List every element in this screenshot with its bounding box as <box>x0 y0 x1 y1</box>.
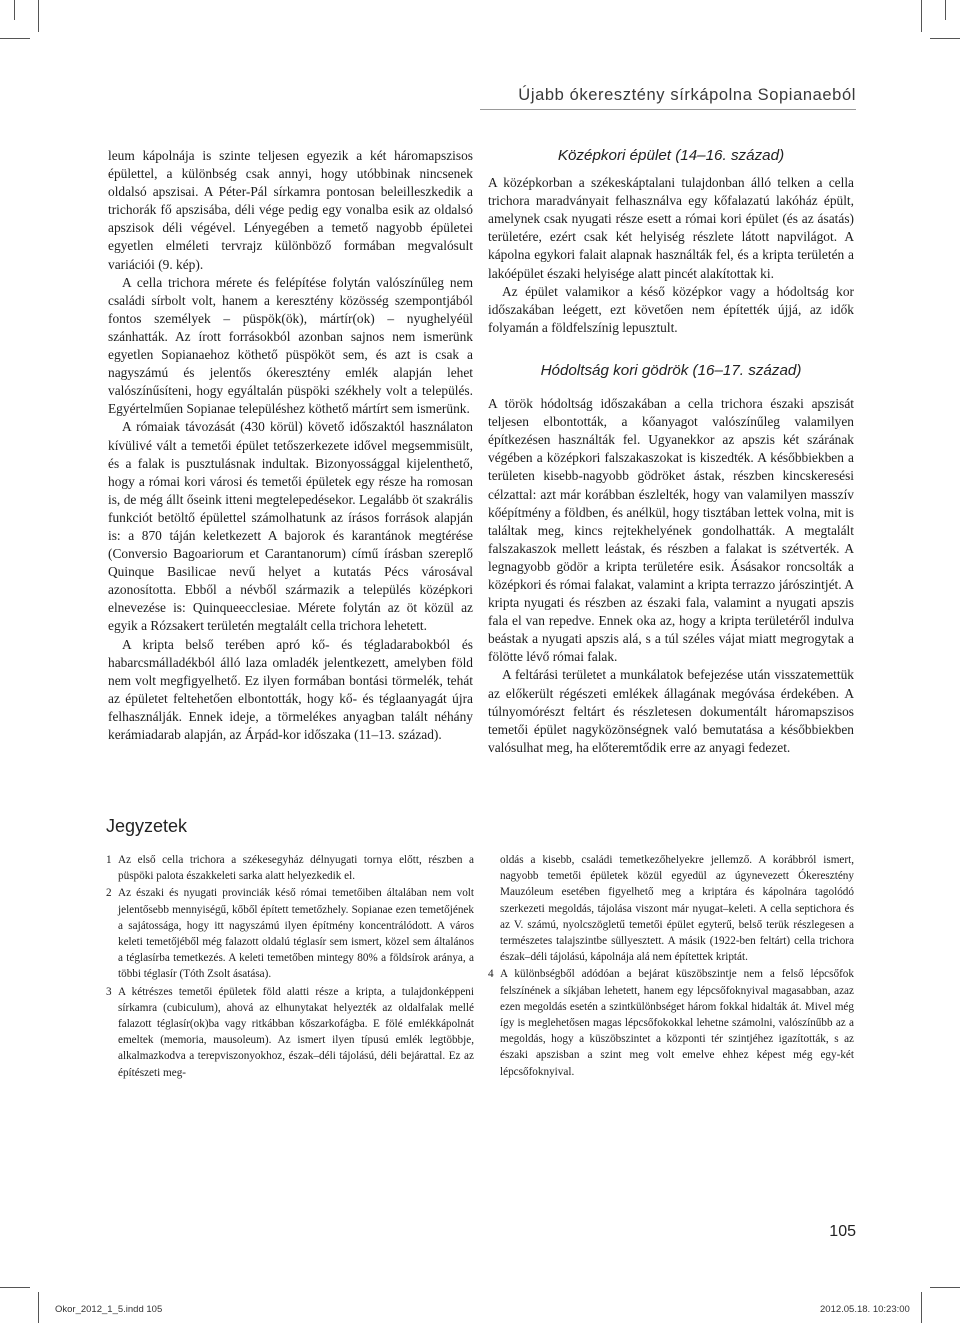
paragraph: A rómaiak távozását (430 körül) követő időszaktól használaton kívülivé vált a temetői épület tetőszerkezete idővel megsemmisült, és a falak is pusztulásnak indultak. Bizonyossággal kijelenthető, hogy a római kori városi és temetői épületek egy része ha romosan is, de még állt őseink itteni megtelepedésekor. Legalább öt szakrális funkciót betöltő épülettel számolhatunk az írásos források alapján is: a 870 táján keletkezett A bajorok és karantánok megtérése (Conversio Bagoariorum et Carantanorum) című írásban szereplő Quinque Basilicae nevű helyet a kutatás Pécs városával azonosította. Ebből a névből származik a település középkori elnevezése is: Quinqueecclesiae. Mérete folytán az öt közül az egyik a Rózsakert területén megtalált cella trichora lehetett. <box>108 419 473 634</box>
right-column <box>488 147 854 757</box>
crop-mark <box>0 38 30 39</box>
notes-right-column <box>488 852 854 1081</box>
footnote <box>106 984 474 1081</box>
crop-mark <box>38 1292 39 1323</box>
print-slug-file: Okor_2012_1_5.indd 105 <box>55 1304 163 1315</box>
footnote-number: 1 <box>106 854 112 866</box>
footnote-continuation <box>488 852 854 965</box>
crop-mark <box>921 1292 922 1323</box>
section-heading: Középkori épület (14–16. század) <box>557 147 785 164</box>
crop-mark <box>38 0 39 32</box>
paragraph: A kripta belső terében apró kő- és tégladarabokból és habarcsmálladékból álló laza omladék jelentkezett, amelyben föld nem volt megfigyelhető. Ez ilyen formában bontási törmelék, tehát az épületet feltehetően elbontották, hogy kő- és téglaanyagát újra felhasználják. Ennek ideje, a törmelékes anyagban talált néhány kerámiadarab alapján, az Árpád-kor időszaka (11–13. század). <box>108 636 473 742</box>
footnote-text: Az első cella trichora a székesegyház délnyugati tornya előtt, részben a püspöki palota északkeleti sarka alatt helyezkedik el. <box>118 854 474 883</box>
crop-mark <box>945 0 946 20</box>
section-heading: Hódoltság kori gödrök (16–17. század) <box>540 361 802 379</box>
footnote-number: 4 <box>488 968 494 981</box>
footnote-number: 2 <box>106 887 112 900</box>
notes-left-column <box>106 852 474 1082</box>
page-number: 105 <box>829 1223 856 1240</box>
footnote <box>106 852 474 884</box>
crop-mark <box>930 1287 960 1288</box>
crop-mark <box>0 1287 30 1288</box>
footnote <box>106 885 474 982</box>
paragraph: A török hódoltság időszakában a cella trichora északi apszisát teljesen elbontották, a kőanyagot valószínűleg valamilyen építkezésen használták fel. Ugyanekkor az apszis két szárának végében a középkori falszakaszokat is kiszedték. A későbbiekben a területen kisebb-nagyobb gödröket ástak, részben kincskeresési célzattal: azt már korábban észlelték, hogy van valamilyen masszív kőépítmény a földben, és anélkül, hogy tisztában lettek volna, mit is találtak meg, kincs rejtekhelyének gondolhatták. A megtalált falszakaszok mellett leástak, és részben a falakat is szétverték. A legnagyobb gödör a kripta területére esik. Ásásakor roncsolták a középkori és római falakat, valamint a kripta terrazzo járószintjét. A kripta nyugati és részben az északi fala, valamint a nyugati apszis fala el van repedve. Ennek oka az, hogy a kripta területéről indulva beástak a nyugati apszis alá, s a túl széles vájat miatt megrogytak a fölötte lévő római falak. <box>488 396 854 665</box>
footnote-text: oldás a kisebb, családi temetkezőhelyekre jellemző. A korábbról ismert, nagyobb temetői épületek közül egyedül az úgynevezett Ókeresztény Mauzóleum esetében figyelhető meg a kriptára és kápolnára tagolódó szerkezeti megoldás, tájolása viszont már nyugat–keleti. A cella septichora és az V. számú, nyolcszögletű temetői épület egyterű, belső terük részlegesen a természetes talajszintbe süllyesztett. A másik (1922-ben feltárt) cella trichora észak–déli tájolású, kápolnája alá nem építettek kriptát. <box>500 854 854 964</box>
running-head: Újabb ókeresztény sírkápolna Sopianaeból <box>518 86 856 104</box>
crop-mark <box>921 0 922 32</box>
print-slug-date: 2012.05.18. 10:23:00 <box>820 1304 910 1315</box>
left-column <box>108 147 473 744</box>
notes-title: Jegyzetek <box>106 816 188 836</box>
footnote <box>488 966 854 1079</box>
paragraph: Az épület valamikor a késő középkor vagy a hódoltság kor időszakában leégett, ezt követően nem építették újjá, az idők folyamán a földfelszínig lepusztult. <box>488 283 854 335</box>
footnote-text: Az északi és nyugati provinciák késő római temetőiben általában nem volt jelentősebb mennyiségű, kőből épített temetőzhely. Sopianae ezen temetőjének a sajátossága, hogy itt nagyszámú ilyen építmény koncentrálódott. A város keleti temetőjéből még falazott oldalú téglasír sem ismert, közel sem általános a téglasírba temetkezés. A keleti temetőben mintegy 80% a földsírok aránya, a többi téglasír (Tóth Zsolt ásatása). <box>118 887 474 981</box>
paragraph: A középkorban a székeskáptalani tulajdonban álló telken a cella trichora maradványait felhasználva egy kőfalazatú lakóház épült, amelynek csak nyugati része esett a római kori épület (és az ásatás) területére, ezért csak két helyiség részlete látott napvilágot. A kápolna egykori falait alapnak használták fel, és a kripta területén a lakóépület északi helyisége alatt pincét alakítottak ki. <box>488 175 854 281</box>
crop-mark <box>930 38 960 39</box>
crop-mark <box>14 0 15 20</box>
footnote-text: A kétrészes temetői épületek föld alatti része a kripta, a tulajdonképpeni sírkamra (cubiculum), ahová az elhunytakat helyezték az oldalfalak mellé falazott téglasír(ok)ba vagy ritkábban kőszarkofágba. E fölé emlékkápolnát emeltek (memoria, mausoleum). Az ismert ilyen típusú emlék legtöbbje, alkalmazkodva a terepviszonyokhoz, észak–déli tájolású, déli bejárattal. Ez az építészeti meg- <box>118 985 474 1079</box>
paragraph: leum kápolnája is szinte teljesen egyezik a két háromapszisos épülettel, a különbség csak annyi, hogy utóbbinak nincsenek oldalsó apszisai. A Péter-Pál sírkamra pontosan beleilleszkedik a trichorák fő apszisába, déli vége pedig egy vonalba esik az oldalsó apszisok déli végével. Lényegében a temető nagyobb épületei egyetlen elméleti tervrajz különböző formában megvalósult variációi (9. kép). <box>108 148 473 272</box>
paragraph: A cella trichora mérete és felépítése folytán valószínűleg nem családi sírbolt volt, hanem a keresztény közösség szempontjából fontos személyek – püspök(ök), mártír(ok) – nyughelyéül szánhatták. Az írott forrásokból azonban sajnos nem ismerünk egyetlen Sopianaehoz köthető püspököt sem, és azt is csak a nagyszámú és jelentős ókeresztény emlék alapján lehet valószínűsíteni, hogy egyáltalán püspöki székhely volt a település. Egyértelműen Sopianae településhez köthető mártírt sem ismerünk. <box>108 274 473 417</box>
footnote-text: A különbségből adódóan a bejárat küszöbszintje nem a felső lépcsőfok felszínének a síkjában lehetett, hanem egy lépcsőfoknyival magasabban, azaz ezen megoldás esetén a szintkülönbséget három fokkal hidalták át. Mivel még így is meglehetősen magas lépcsőfokokkal lehetne számolni, valószínűbb az a megoldás, hogy a küszöbszintet a központi tér szintjéhez igazították, s az északi apszisban a szint meg volt emelve ehhez képest még egy-két lépcsőfoknyival. <box>500 968 854 1078</box>
paragraph: A feltárási területet a munkálatok befejezése után visszatemettük az előkerült régészeti emlékek állagának megóvása érdekében. A túlnyomórészt feltárt és részletesen dokumentált háromapszisos temetői épület nagyközönségnek való bemutatása a későbbiekben valósulhat meg, ha előteremtődik erre az anyagi fedezet. <box>488 667 854 755</box>
header-rule <box>480 109 856 110</box>
footnote-number: 3 <box>106 985 112 998</box>
